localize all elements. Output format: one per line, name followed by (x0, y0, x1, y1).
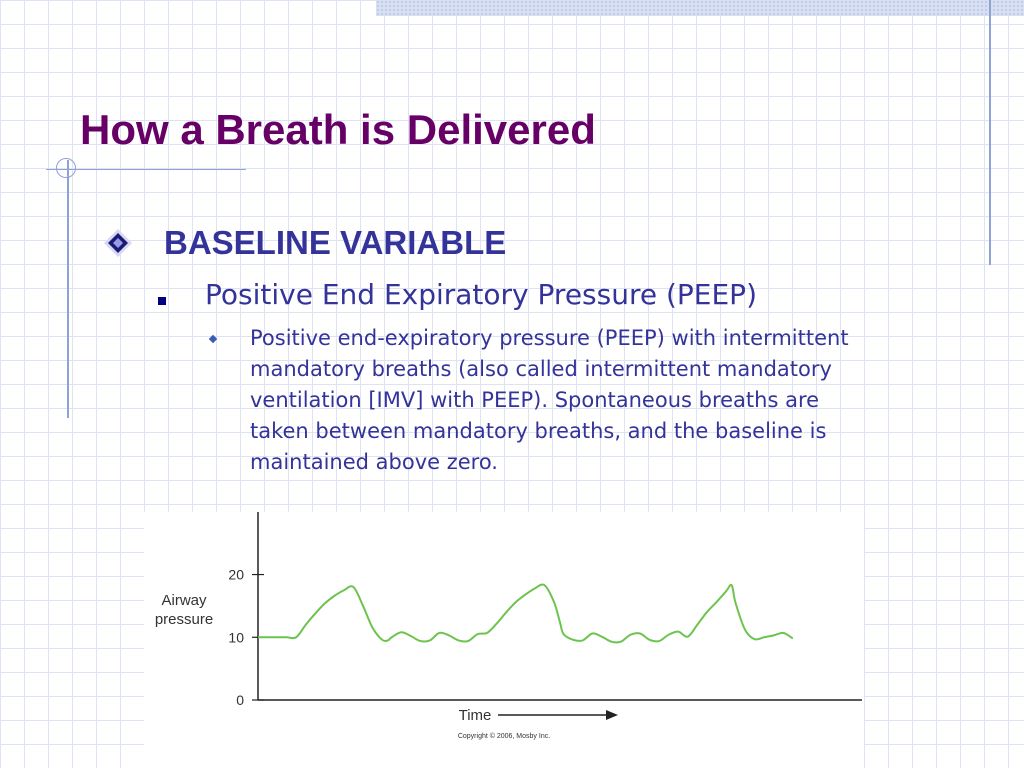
chart-canvas (144, 512, 864, 768)
decorative-vertical-line-right (989, 0, 991, 265)
y-tick-label: 20 (228, 566, 244, 583)
bullet-level2-text: Positive End Expiratory Pressure (PEEP) (205, 278, 757, 311)
y-tick-label: 0 (236, 692, 244, 708)
y-axis-label: Airway (161, 592, 207, 609)
small-diamond-bullet-icon (209, 335, 217, 343)
bullet-level3-text (250, 323, 940, 478)
bullet-level3-line: ventilation [IMV] with PEEP). Spontaneous breaths are (250, 388, 820, 412)
decorative-circle (56, 158, 76, 178)
decorative-vertical-line-left (67, 160, 69, 418)
square-bullet-icon (158, 297, 166, 305)
y-tick-label: 10 (228, 629, 244, 646)
bullet-level3-line: Positive end-expiratory pressure (PEEP) with intermittent (250, 326, 849, 350)
decorative-horizontal-line (46, 169, 246, 170)
y-axis-label: pressure (154, 611, 214, 628)
bullet-level1-text: BASELINE VARIABLE (164, 224, 507, 261)
airway-pressure-chart (144, 512, 864, 768)
x-axis-label: Time (458, 707, 492, 724)
diamond-bullet-icon (104, 229, 132, 257)
time-arrow-head (606, 710, 618, 720)
top-decorative-strip (376, 0, 1024, 16)
pressure-series-line (258, 584, 793, 642)
bullet-level3-line: maintained above zero. (250, 450, 498, 474)
slide-title: How a Breath is Delivered (80, 106, 596, 153)
bullet-level3-line: taken between mandatory breaths, and the baseline is (250, 419, 827, 443)
bullet-level3-line: mandatory breaths (also called intermittent mandatory (250, 357, 832, 381)
chart-copyright: Copyright © 2006, Mosby Inc. (457, 733, 551, 740)
